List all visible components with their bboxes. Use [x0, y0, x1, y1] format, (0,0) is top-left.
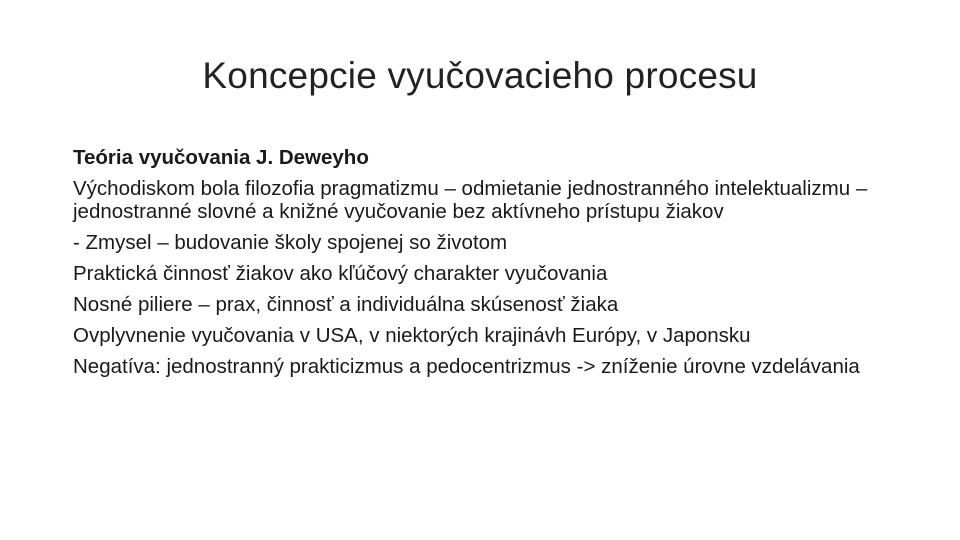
- paragraph-pragmatism: Východiskom bola filozofia pragmatizmu – odmietanie jednostranného intelektualizmu – jednostranné slovné a knižné vyučovanie bez aktívneho prístupu žiakov: [73, 177, 868, 223]
- paragraph-practical-activity: Praktická činnosť žiakov ako kľúčový charakter vyučovania: [73, 262, 608, 285]
- paragraph-pillars: Nosné piliere – prax, činnosť a individuálna skúsenosť žiaka: [73, 293, 619, 316]
- paragraph-purpose: - Zmysel – budovanie školy spojenej so životom: [73, 231, 508, 254]
- slide-body: [73, 146, 873, 386]
- paragraph-influence: Ovplyvnenie vyučovania v USA, v niektorých krajinávh Európy, v Japonsku: [73, 324, 751, 347]
- slide-title: Koncepcie vyučovacieho procesu: [202, 55, 758, 96]
- paragraph-negatives: Negatíva: jednostranný prakticizmus a pedocentrizmus -> zníženie úrovne vzdelávania: [73, 355, 860, 378]
- subheading-dewey-theory: Teória vyučovania J. Deweyho: [73, 146, 369, 169]
